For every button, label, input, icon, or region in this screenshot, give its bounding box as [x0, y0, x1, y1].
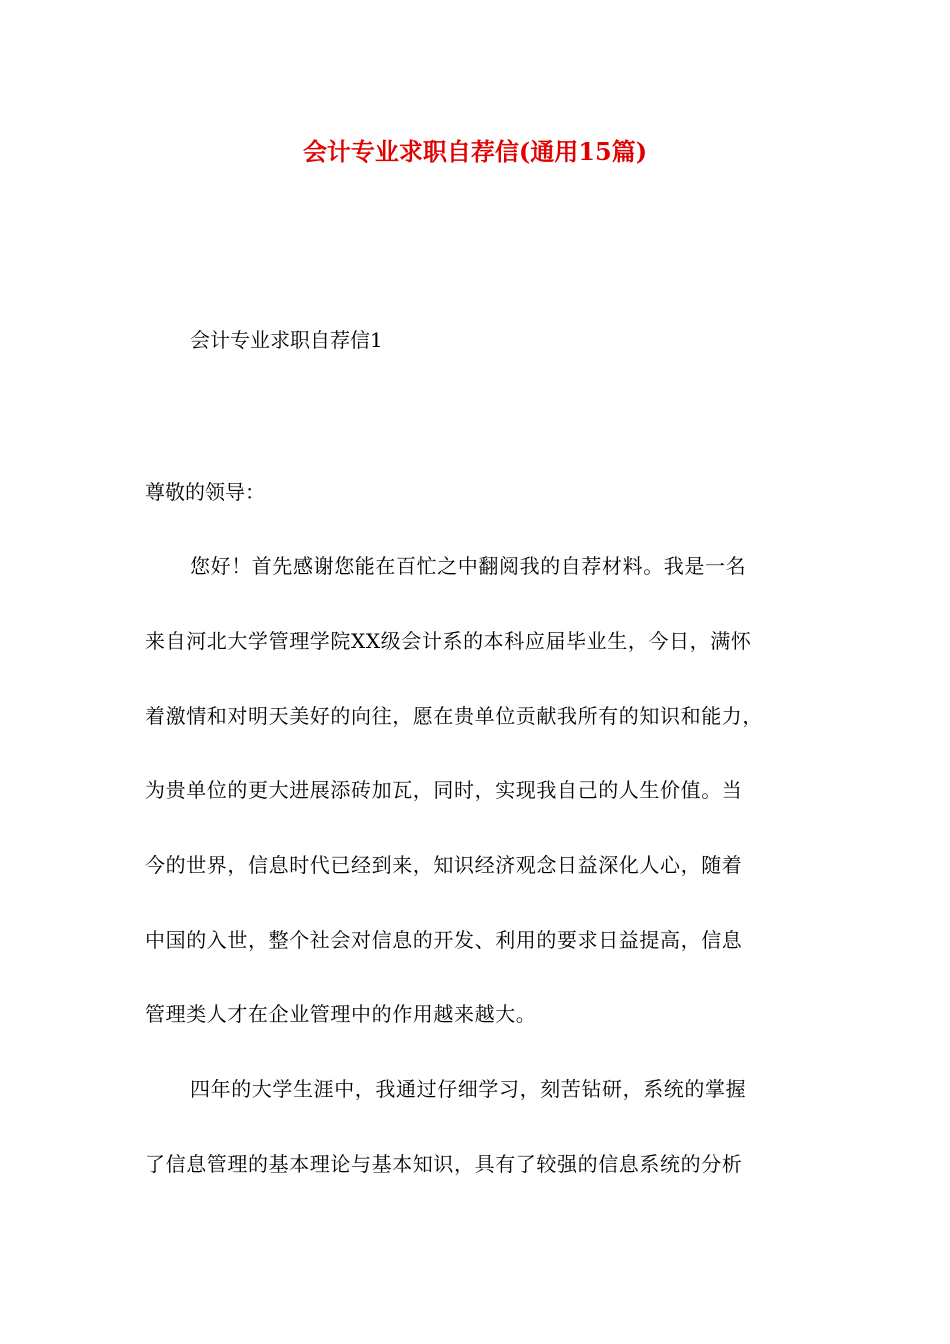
paragraph-2-line-2: 了信息管理的基本理论与基本知识，具有了较强的信息系统的分析 — [145, 1152, 743, 1176]
section-title: 会计专业求职自荐信1 — [190, 328, 383, 352]
paragraph-1-line-4: 为贵单位的更大进展添砖加瓦，同时，实现我自己的人生价值。当 — [145, 778, 743, 802]
paragraph-1-line-3: 着激情和对明天美好的向往，愿在贵单位贡献我所有的知识和能力， — [145, 704, 763, 728]
document-title: 会计专业求职自荐信(通用15篇) — [302, 137, 648, 166]
paragraph-1-line-5: 今的世界，信息时代已经到来，知识经济观念日益深化人心，随着 — [145, 853, 743, 877]
paragraph-1-line-2: 来自河北大学管理学院XX级会计系的本科应届毕业生，今日，满怀 — [145, 629, 752, 653]
paragraph-2-line-1: 四年的大学生涯中，我通过仔细学习，刻苦钻研，系统的掌握 — [190, 1077, 747, 1101]
paragraph-1-line-7: 管理类人才在企业管理中的作用越来越大。 — [145, 1002, 537, 1026]
salutation: 尊敬的领导： — [145, 480, 265, 504]
paragraph-1-line-1: 您好！首先感谢您能在百忙之中翻阅我的自荐材料。我是一名 — [190, 554, 747, 578]
paragraph-1-line-6: 中国的入世，整个社会对信息的开发、利用的要求日益提高，信息 — [145, 928, 743, 952]
